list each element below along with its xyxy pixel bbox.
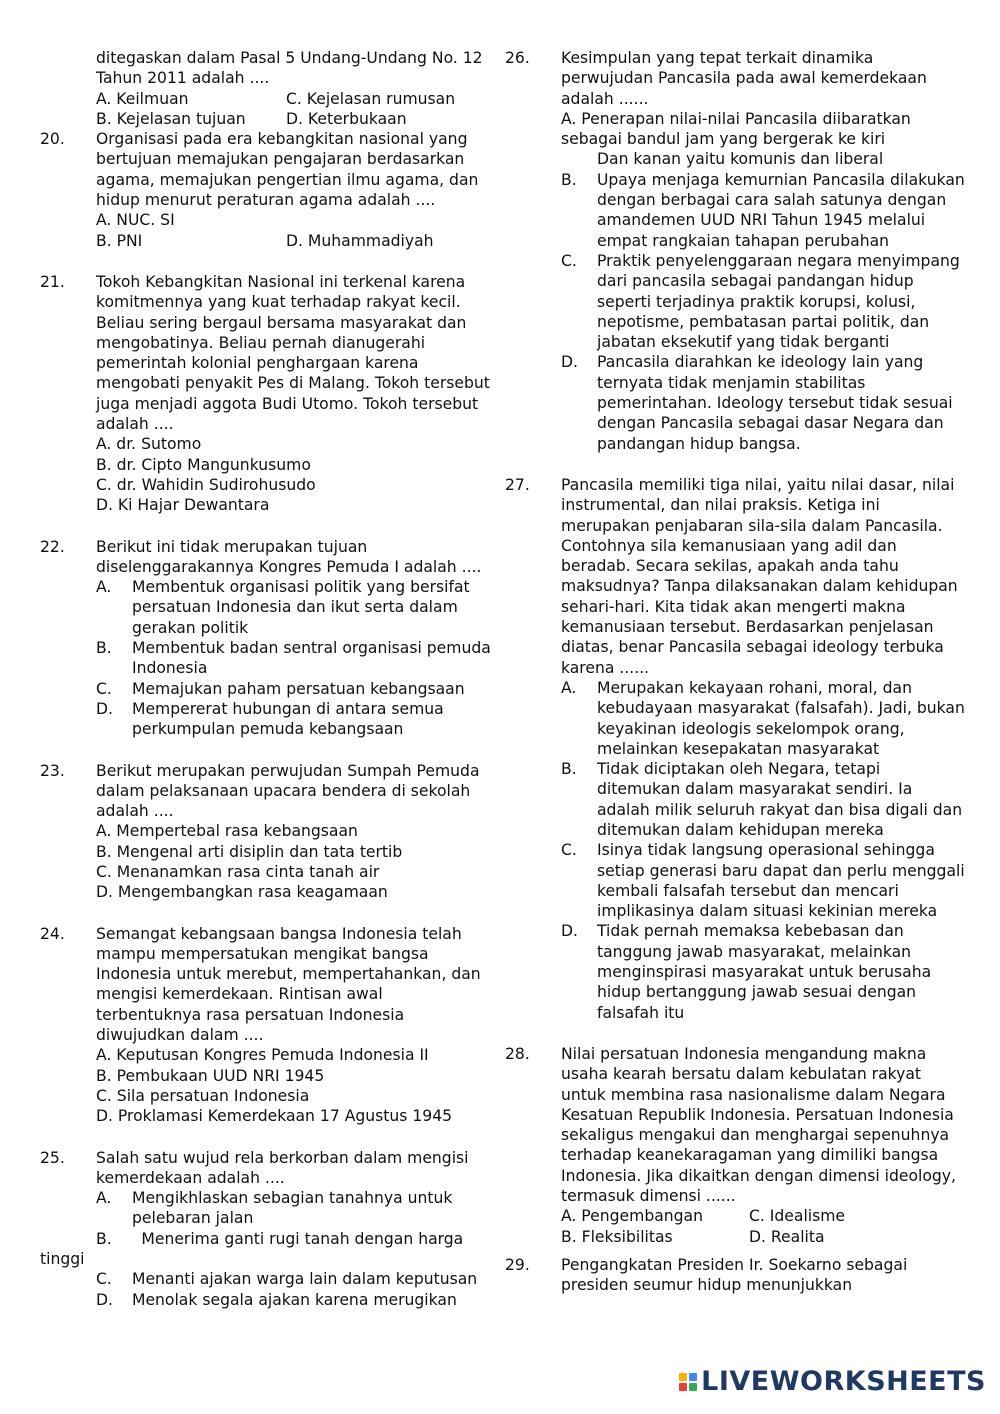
question-number: 22. [40, 537, 65, 556]
option-text: Mengikhlaskan sebagian tanahnya untuk pelebaran jalan [132, 1189, 453, 1228]
question-number: 26. [505, 49, 530, 67]
option-b: B. Kejelasan tujuan [96, 109, 246, 128]
option-d [561, 352, 965, 453]
option-text: Isinya tidak langsung operasional sehingga setiap generasi baru dapat dan perlu menggali kembali falsafah tersebut dan mencari implikasinya dalam situasi kekinian mereka [597, 841, 965, 921]
option-a [96, 1188, 492, 1229]
liveworksheets-logo[interactable] [679, 1366, 986, 1397]
option-a: A. Mempertebal rasa kebangsaan [96, 822, 358, 841]
option-text: Membentuk badan sentral organisasi pemuda Indonesia [132, 639, 491, 678]
option-d: D. Proklamasi Kemerdekaan 17 Agustus 1945 [96, 1107, 453, 1126]
option-letter: B. [96, 639, 112, 658]
option-d [96, 1290, 492, 1310]
option-d: D. Mengembangkan rasa keagamaan [96, 883, 388, 902]
option-text: Menolak segala ajakan karena merugikan [132, 1290, 457, 1309]
option-c [96, 1269, 492, 1289]
option-a [561, 678, 965, 759]
question-stem: Berikut ini tidak merupakan tujuan diselenggarakannya Kongres Pemuda I adalah .... [96, 537, 482, 576]
option-b: B. dr. Cipto Mangunkusumo [96, 455, 311, 474]
question-24 [40, 924, 492, 1127]
option-d: D. Keterbukaan [286, 109, 407, 128]
option-a-line-1: A. Penerapan nilai-nilai Pancasila diibaratkan sebagai bandul jam yang bergerak ke kiri [561, 109, 911, 149]
option-text: B. Menerima ganti rugi tanah dengan harga tinggi [40, 1229, 464, 1269]
option-text: Pancasila diarahkan ke ideology lain yang ternyata tidak menjamin stabilitas pemerintahan. Ideology tersebut tidak sesuai dengan Pancasila sebagai dasar Negara dan pandangan hidup bangsa. [597, 353, 953, 453]
option-a-line-2: Dan kanan yaitu komunis dan liberal [597, 150, 884, 169]
question-number: 24. [40, 924, 65, 943]
option-text: Tidak diciptakan oleh Negara, tetapi ditemukan dalam masyarakat sendiri. Ia adalah milik seluruh rakyat dan bisa digali dan ditemukan dalam kehidupan mereka [597, 760, 963, 839]
question-number: 27. [505, 475, 530, 494]
option-letter: D. [96, 1290, 113, 1309]
option-d: D. Muhammadiyah [286, 231, 434, 250]
question-stem: Salah satu wujud rela berkorban dalam mengisi kemerdekaan adalah .... [96, 1148, 469, 1187]
question-number: 23. [40, 761, 65, 780]
question-number: 21. [40, 272, 65, 291]
option-a: A. dr. Sutomo [96, 435, 202, 454]
question-stem: Semangat kebangsaan bangsa Indonesia telah mampu mempersatukan mengikat bangsa Indonesia untuk merebut, mempertahankan, dan mengisi kemerdekaan. Rintisan awal terbentuknya rasa persatuan Indonesia diwujudkan dalam .... [96, 924, 481, 1045]
question-number: 28. [505, 1044, 530, 1063]
question-number: 25. [40, 1148, 65, 1167]
option-d: D. Ki Hajar Dewantara [96, 496, 270, 515]
option-text: Merupakan kekayaan rohani, moral, dan kebudayaan masyarakat (falsafah). Jadi, bukan keyakinan ideologis sekelompok orang, melainkan kesepakatan masyarakat [597, 678, 965, 758]
option-text: Menanti ajakan warga lain dalam keputusan [132, 1270, 478, 1289]
option-a [505, 109, 965, 150]
option-d [96, 699, 492, 740]
question-stem: ditegaskan dalam Pasal 5 Undang-Undang No. 12 Tahun 2011 adalah .... [96, 49, 483, 88]
option-text: Mempererat hubungan di antara semua perkumpulan pemuda kebangsaan [132, 699, 444, 739]
option-text: Membentuk organisasi politik yang bersifat persatuan Indonesia dan ikut serta dalam gerakan politik [132, 578, 470, 637]
question-stem: Berikut merupakan perwujudan Sumpah Pemuda dalam pelaksanaan upacara bendera di sekolah adalah .... [96, 761, 480, 821]
question-29 [505, 1255, 965, 1296]
logo-square-2 [689, 1373, 697, 1381]
option-c: C. Idealisme [749, 1207, 846, 1226]
option-letter: B. [561, 760, 577, 779]
option-letter: A. [96, 578, 112, 597]
option-letter: D. [96, 699, 113, 718]
option-letter: B. [561, 170, 577, 189]
option-letter: A. [96, 1189, 112, 1208]
option-letter: A. [561, 678, 577, 697]
option-d: D. Realita [749, 1227, 825, 1246]
option-b [40, 1229, 492, 1270]
option-c: C. Sila persatuan Indonesia [96, 1086, 310, 1105]
question-stem: Pancasila memiliki tiga nilai, yaitu nilai dasar, nilai instrumental, dan nilai praksis. Ketiga ini merupakan penjabaran sila-sila dalam Pancasila. Contohnya sila kemanusiaan yang adil dan beradab. Secara sekilas, apakah anda tahu maksudnya? Tanpa dilaksanakan dalam kehidupan sehari-hari. Kita tidak akan mengerti makna kemanusiaan tersebut. Berdasarkan penjelasan diatas, benar Pancasila sebagai ideology terbuka karena ...... [561, 475, 958, 677]
question-stem: Kesimpulan yang tepat terkait dinamika perwujudan Pancasila pada awal kemerdekaan adalah ...... [561, 49, 927, 108]
liveworksheets-icon [679, 1373, 697, 1391]
option-letter: D. [561, 922, 578, 941]
option-text: Tidak pernah memaksa kebebasan dan tanggung jawab masyarakat, melainkan menginspirasi masyarakat untuk berusaha hidup bertanggung jawab sesuai dengan falsafah itu [597, 922, 932, 1022]
question-22 [40, 537, 492, 740]
option-a: A. Keputusan Kongres Pemuda Indonesia II [96, 1046, 429, 1065]
question-26 [505, 48, 965, 454]
option-b [561, 759, 965, 840]
question-28 [505, 1044, 965, 1247]
question-23 [40, 761, 492, 903]
option-letter: C. [96, 679, 112, 698]
option-text: Praktik penyelenggaraan negara menyimpang dari pancasila sebagai pandangan hidup seperti terjadinya praktik korupsi, kolusi, nepotisme, pembatasan partai politik, dan jabatan eksekutif yang tidak berganti [597, 251, 960, 352]
option-letter: C. [96, 1270, 112, 1289]
question-21 [40, 272, 492, 516]
option-c: C. dr. Wahidin Sudirohusudo [96, 475, 316, 494]
question-stem: Pengangkatan Presiden Ir. Soekarno sebagai presiden seumur hidup menunjukkan [561, 1255, 908, 1295]
option-c: C. Menanamkan rasa cinta tanah air [96, 862, 380, 881]
logo-square-4 [689, 1383, 697, 1391]
option-c [561, 840, 965, 921]
logo-square-1 [679, 1373, 687, 1381]
option-b [561, 170, 965, 251]
question-number: 29. [505, 1255, 530, 1274]
option-a: A. Keilmuan [96, 89, 189, 108]
option-c [561, 251, 965, 352]
option-letter: C. [561, 841, 577, 860]
option-b [96, 638, 492, 679]
option-letter: C. [561, 251, 577, 270]
option-c [96, 679, 492, 699]
option-c: C. Kejelasan rumusan [286, 89, 456, 108]
option-b: B. PNI [96, 231, 143, 250]
option-b: B. Mengenal arti disiplin dan tata tertib [96, 842, 403, 861]
option-text: Memajukan paham persatuan kebangsaan [132, 679, 465, 698]
brand-text: LIVEWORKSHEETS [701, 1366, 986, 1397]
question-stem: Tokoh Kebangkitan Nasional ini terkenal karena komitmennya yang kuat terhadap rakyat kecil. Beliau sering bergaul bersama masyarakat dan mengobatinya. Beliau pernah dianugerahi pemerintah kolonial penghargaan karena mengobati penyakit Pes di Malang. Tokoh tersebut juga menjadi aggota Budi Utomo. Tokoh tersebut adalah .... [96, 272, 490, 434]
option-a [96, 577, 492, 638]
option-d [561, 921, 965, 1022]
option-a: A. NUC. SI [96, 211, 175, 230]
question-number: 20. [40, 130, 65, 149]
question-25 [40, 1148, 492, 1310]
question-stem: Organisasi pada era kebangkitan nasional yang bertujuan memajukan pengajaran berdasarkan agama, memajukan pengertian ilmu agama, dan hidup menurut peraturan agama adalah .... [96, 130, 479, 210]
option-text: Upaya menjaga kemurnian Pancasila dilakukan dengan berbagai cara salah satunya dengan amandemen UUD NRI Tahun 1945 melalui empat rangkaian tahapan perubahan [597, 170, 965, 250]
question-20 [40, 129, 492, 251]
question-19-continued [40, 48, 492, 129]
right-column [505, 48, 965, 1296]
logo-square-3 [679, 1383, 687, 1391]
question-stem: Nilai persatuan Indonesia mengandung makna usaha kearah bersatu dalam kebulatan rakyat untuk membina rasa nasionalisme dalam Negara Kesatuan Republik Indonesia. Persatuan Indonesia sekaligus mengakui dan menghargai sepenuhnya terhadap keanekaragaman yang dimiliki bangsa Indonesia. Jika dikaitkan dengan dimensi ideology, termasuk dimensi ...... [561, 1044, 956, 1206]
option-a: A. Pengembangan [561, 1207, 703, 1226]
option-b: B. Pembukaan UUD NRI 1945 [96, 1066, 325, 1085]
left-column [40, 48, 492, 1310]
question-27 [505, 475, 965, 1023]
option-letter: D. [561, 353, 578, 372]
option-b: B. Fleksibilitas [561, 1227, 673, 1246]
